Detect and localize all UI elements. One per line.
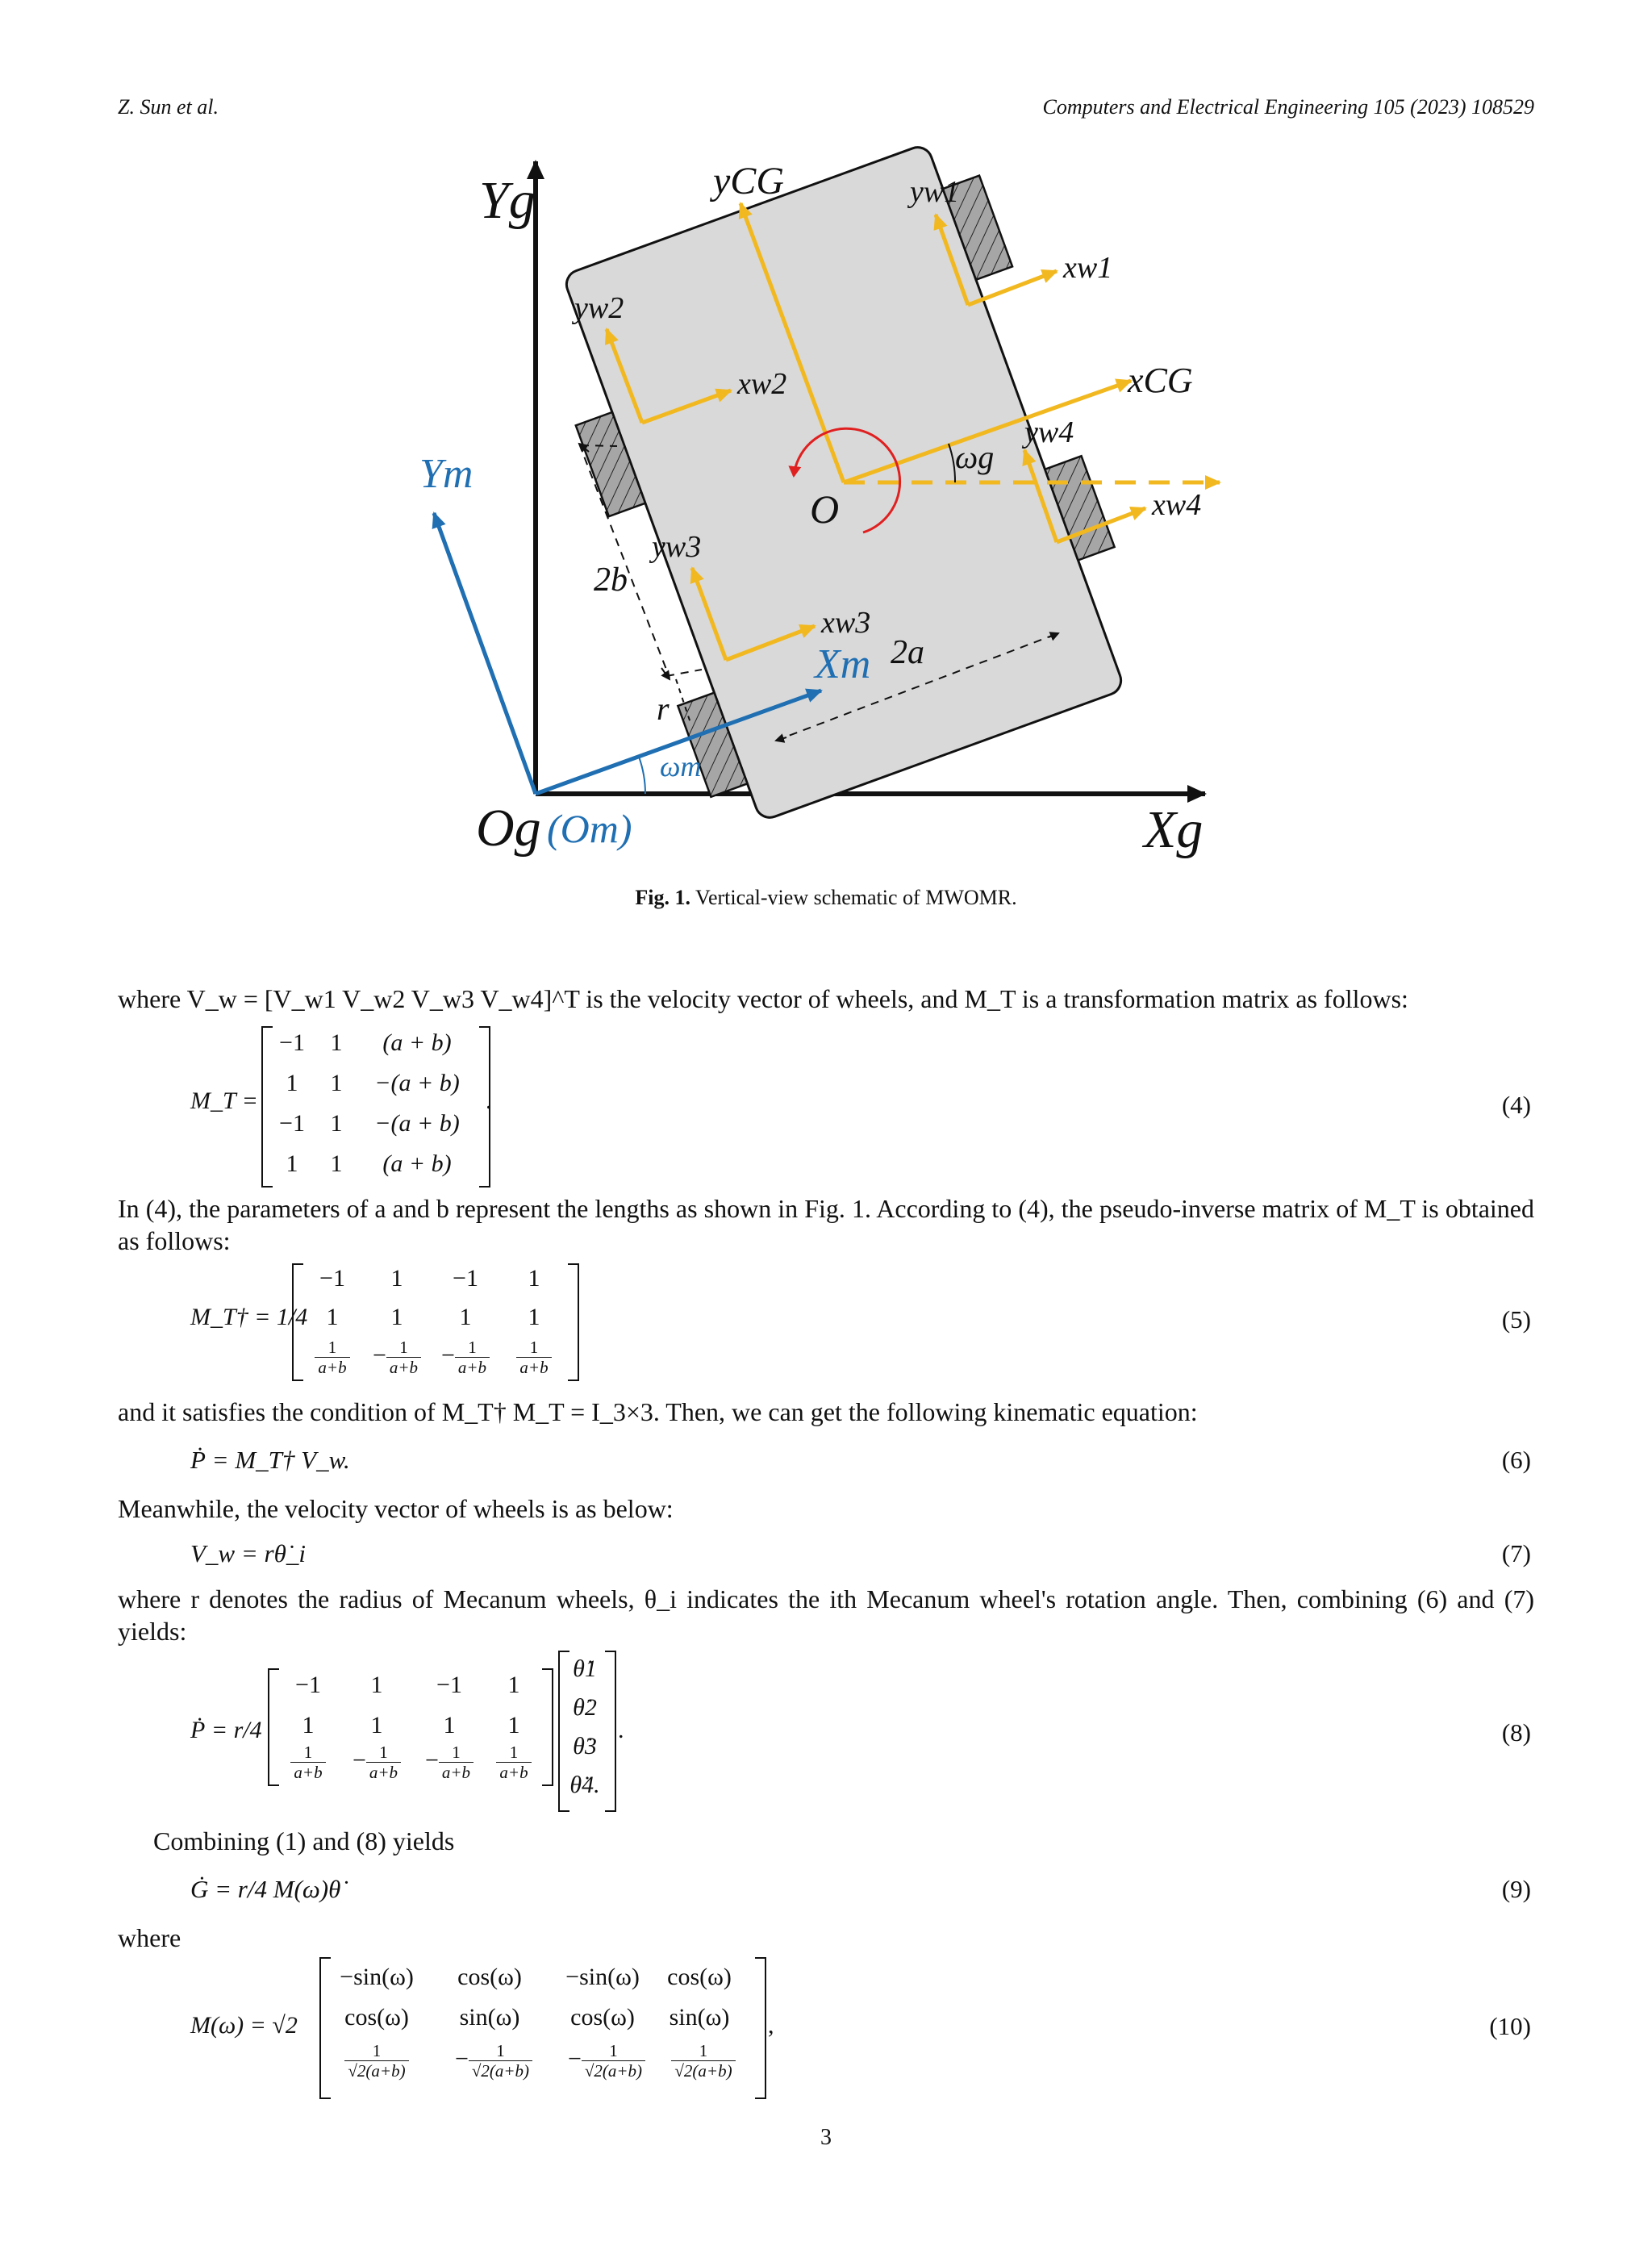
- caption-label: Fig. 1.: [635, 886, 691, 909]
- paragraph-3: and it satisfies the condition of M_T† M_T = I_3×3. Then, we can get the following kinematic equation:: [118, 1397, 1198, 1426]
- label-omega-g: ωg: [955, 439, 995, 475]
- equation-number-6: (6): [1501, 1446, 1531, 1474]
- caption-text: Vertical-view schematic of MWOMR.: [695, 886, 1017, 909]
- paragraph-7: where: [118, 1923, 181, 1952]
- axis-ym: [434, 513, 536, 794]
- label-xcg: xCG: [1128, 361, 1193, 400]
- equation-number-7: (7): [1501, 1539, 1531, 1567]
- label-xw3: xw3: [821, 606, 871, 640]
- equation-4: M_T = −1 1 (a + b) 1 1 −(a + b) −1 1 −(a + b) 1 1 (a + b) .: [190, 1023, 594, 1184]
- equation-5: M_T† = 1/4 −1 1 −1 1 1 1 1 1 $\frac{1}{a+b}$ − $\frac{1}{a+b}$ − $\frac{1}{a+b}$ $\frac{1}{a+b}$: [190, 1260, 642, 1381]
- label-o: O: [810, 486, 840, 532]
- label-yw1: yw1: [910, 175, 960, 209]
- figure-mwomr-schematic: [0, 0, 1652, 887]
- running-header-journal: Computers and Electrical Engineering 105 (2023) 108529: [1042, 95, 1534, 119]
- figure-caption: [0, 886, 1652, 910]
- equation-number-4: (4): [1501, 1091, 1531, 1119]
- paragraph-6: Combining (1) and (8) yields: [153, 1826, 455, 1855]
- label-2b: 2b: [594, 561, 628, 599]
- equation-8: Ṗ = r/4 −1 1 −1 1 1 1 1 1 $\frac{1}{a+b}$ − $\frac{1}{a+b}$ − $\frac{1}{a+b}$ $\frac{1}{a+b}$ θ̇1 θ̇2 θ̇3 θ̇4. .: [190, 1651, 674, 1812]
- equation-number-10: (10): [1489, 2012, 1531, 2040]
- equation-7: V_w = rθ̇_i: [190, 1539, 306, 1567]
- equation-number-5: (5): [1501, 1305, 1531, 1334]
- label-xw4: xw4: [1152, 488, 1202, 522]
- paragraph-5: where r denotes the radius of Mecanum wheels, θ_i indicates the ith Mecanum wheel's rotation angle. Then, combining (6) and (7) yields:: [118, 1584, 1534, 1646]
- equation-number-9: (9): [1501, 1875, 1531, 1903]
- page-number: 3: [820, 2125, 832, 2150]
- paragraph-4: Meanwhile, the velocity vector of wheels is as below:: [118, 1494, 674, 1523]
- running-header-authors: Z. Sun et al.: [118, 95, 219, 119]
- label-ycg: yCG: [713, 160, 784, 202]
- paragraph-1: where V_w = [V_w1 V_w2 V_w3 V_w4]^T is the velocity vector of wheels, and M_T is a transformation matrix as follows:: [118, 984, 1408, 1013]
- label-xm: Xm: [815, 641, 871, 687]
- label-xw1: xw1: [1063, 251, 1113, 285]
- label-yw3: yw3: [652, 530, 702, 564]
- label-ym: Ym: [419, 451, 473, 497]
- label-yg: Yg: [479, 171, 536, 230]
- equation-number-8: (8): [1501, 1718, 1531, 1747]
- label-yw2: yw2: [574, 291, 624, 325]
- label-omega-m: ωm: [660, 750, 702, 783]
- omega-m-arc: [639, 757, 645, 794]
- label-xw2: xw2: [737, 367, 787, 401]
- equation-10: M(ω) = √2 −sin(ω) cos(ω) −sin(ω) cos(ω) cos(ω) sin(ω) cos(ω) sin(ω) $\frac{1}{√2(a+b)}$ − $\frac{1}{√2(a+b)}$ − $\frac{1}{√2(a+b)}$ $\frac{1}{√2(a+b)}$ ,: [190, 1956, 803, 2101]
- label-2a: 2a: [891, 634, 924, 671]
- label-om: (Om): [547, 806, 632, 851]
- label-xg: Xg: [1144, 800, 1204, 859]
- label-yw4: yw4: [1024, 415, 1074, 449]
- label-r: r: [657, 691, 670, 727]
- equation-9: Ġ = r/4 M(ω)θ̇: [190, 1875, 341, 1903]
- label-og: Og: [476, 799, 541, 858]
- equation-6: Ṗ = M_T† V_w.: [190, 1446, 350, 1474]
- paragraph-2: In (4), the parameters of a and b represent the lengths as shown in Fig. 1. According to (4), the pseudo-inverse matrix of M_T is obtained as follows:: [118, 1194, 1534, 1255]
